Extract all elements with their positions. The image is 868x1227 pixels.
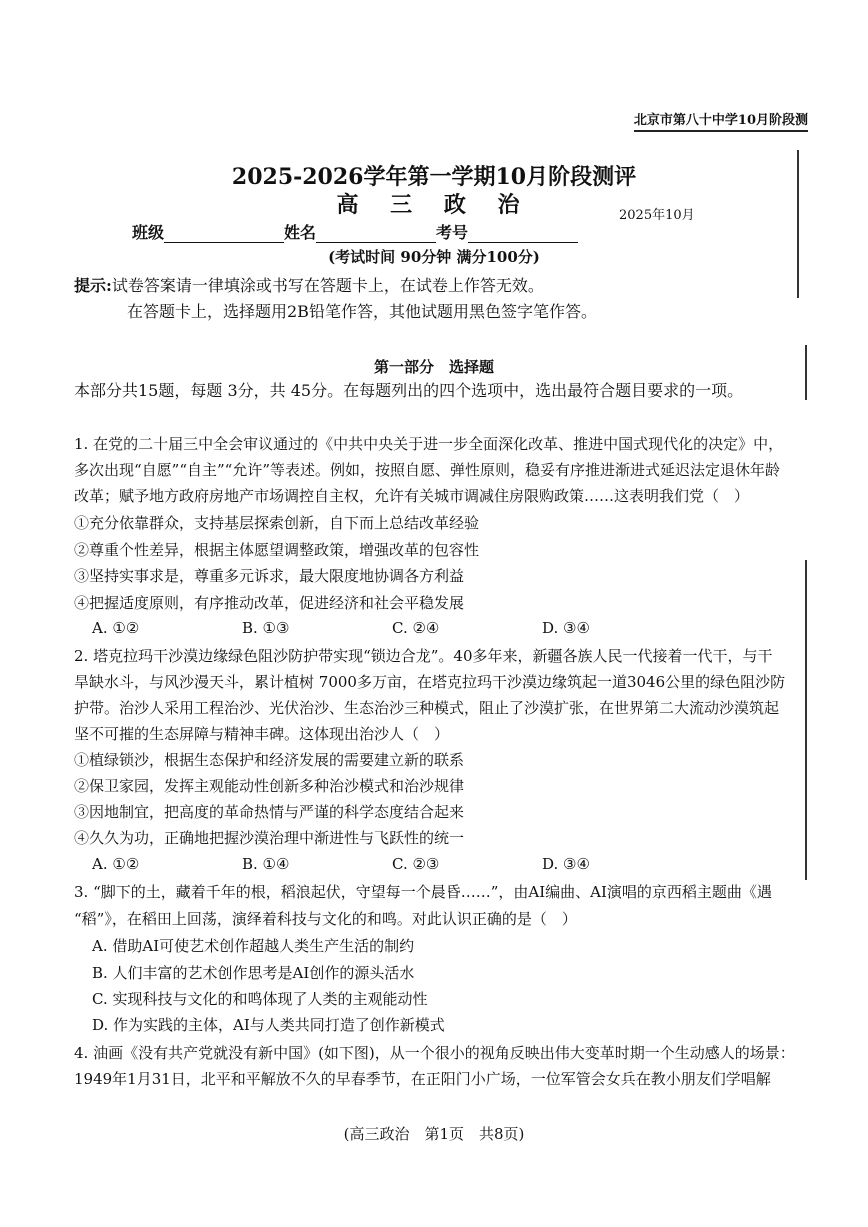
q1-option-b: B. ①③ <box>242 619 290 637</box>
tip-line-1 <box>74 273 544 296</box>
q1-statement-1: ①充分依靠群众，支持基层探索创新，自下而上总结改革经验 <box>74 514 480 532</box>
subject-title: 高 三 政 治 <box>336 192 532 218</box>
tip-label: 提示: <box>74 276 112 295</box>
scan-edge-bar-low <box>805 560 807 880</box>
q2-option-a: A. ①② <box>92 855 140 873</box>
q2-option-d: D. ③④ <box>542 855 590 873</box>
q2-statement-3: ③因地制宜，把高度的革命热情与严谨的科学态度结合起来 <box>74 803 465 821</box>
q3-choice-d: D. 作为实践的主体，AI与人类共同打造了创作新模式 <box>92 1016 445 1034</box>
q3-line-2: “稻”》，在稻田上回荡，演绎着科技与文化的和鸣。对此认识正确的是（ ） <box>74 910 577 928</box>
q3-choice-a: A. 借助AI可使艺术创作超越人类生产生活的制约 <box>92 937 415 955</box>
q1-line-3: 改革；赋予地方政府房地产市场调控自主权，允许有关城市调减住房限购政策……这表明我们党（ ） <box>74 487 750 505</box>
q1-option-d: D. ③④ <box>542 619 590 637</box>
q4-line-1: 4. 油画《没有共产党就没有新中国》(如下图)，从一个很小的视角反映出伟大变革时期一个生动感人的场景： <box>74 1044 795 1062</box>
id-label: 考号 <box>436 223 469 242</box>
q2-line-3: 护带。治沙人采用工程治沙、光伏治沙、生态治沙三种模式，阻止了沙漠扩张，在世界第二大流动沙漠筑起 <box>74 699 780 717</box>
q2-statement-4: ④久久为功，正确地把握沙漠治理中渐进性与飞跃性的统一 <box>74 829 465 847</box>
student-info-fields <box>132 220 578 243</box>
section-title: 第一部分 选择题 <box>373 358 494 376</box>
id-field[interactable] <box>468 226 578 243</box>
q1-options <box>92 619 692 637</box>
q1-line-1: 1. 在党的二十届三中全会审议通过的《中共中央关于进一步全面深化改革、推进中国式现代化的决定》中， <box>74 435 784 453</box>
q4-line-2: 1949年1月31日，北平和平解放不久的早春季节，在正阳门小广场，一位军管会女兵在教小朋友们学唱解 <box>74 1070 771 1088</box>
q2-line-2: 旱缺水斗，与风沙漫天斗，累计植树 7000多万亩，在塔克拉玛干沙漠边缘筑起一道3046公里的绿色阻沙防 <box>74 673 786 691</box>
tip-text-1: 试卷答案请一律填涂或书写在答题卡上，在试卷上作答无效。 <box>111 276 544 295</box>
q3-line-1: 3. “脚下的土，藏着千年的根，稻浪起伏，守望每一个晨昏……”，由AI编曲、AI演唱的京西稻主题曲《遇 <box>74 883 772 901</box>
q1-statement-4: ④把握适度原则，有序推动改革，促进经济和社会平稳发展 <box>74 594 465 612</box>
q1-option-c: C. ②④ <box>392 619 440 637</box>
q1-statement-3: ③坚持实事求是，尊重多元诉求，最大限度地协调各方利益 <box>74 567 465 585</box>
q2-options <box>92 855 692 873</box>
q3-choice-c: C. 实现科技与文化的和鸣体现了人类的主观能动性 <box>92 990 428 1008</box>
page-footer: (高三政治 第1页 共8页) <box>343 1125 525 1143</box>
section-description: 本部分共15题，每题 3分，共 45分。在每题列出的四个选项中，选出最符合题目要求的一项。 <box>74 381 744 400</box>
name-label: 姓名 <box>284 223 317 242</box>
name-field[interactable] <box>316 226 436 243</box>
q2-line-1: 2. 塔克拉玛干沙漠边缘绿色阻沙防护带实现“锁边合龙”。40多年来，新疆各族人民一代接着一代干，与干 <box>74 647 773 665</box>
q2-option-c: C. ②③ <box>392 855 440 873</box>
class-label: 班级 <box>132 223 165 242</box>
exam-date: 2025年10月 <box>619 208 695 223</box>
exam-info: (考试时间 90分钟 满分100分) <box>328 248 540 266</box>
q3-choice-b: B. 人们丰富的艺术创作思考是AI创作的源头活水 <box>92 964 415 982</box>
q1-statement-2: ②尊重个性差异，根据主体愿望调整政策，增强改革的包容性 <box>74 541 480 559</box>
q1-line-2: 多次出现“自愿”“自主”“允许”等表述。例如，按照自愿、弹性原则，稳妥有序推进渐进式延迟法定退休年龄 <box>74 461 781 479</box>
tip-text-2: 在答题卡上，选择题用2B铅笔作答，其他试题用黑色签字笔作答。 <box>127 302 597 321</box>
q2-option-b: B. ①④ <box>242 855 290 873</box>
q2-line-4: 坚不可摧的生态屏障与精神丰碑。这体现出治沙人（ ） <box>74 725 450 743</box>
q2-statement-2: ②保卫家园，发挥主观能动性创新多种治沙模式和治沙规律 <box>74 777 465 795</box>
q2-statement-1: ①植绿锁沙，根据生态保护和经济发展的需要建立新的联系 <box>74 751 465 769</box>
page-title: 2025-2026学年第一学期10月阶段测评 <box>231 164 637 190</box>
class-field[interactable] <box>164 226 284 243</box>
header-stamp: 北京市第八十中学10月阶段测 <box>634 109 808 132</box>
q1-option-a: A. ①② <box>92 619 140 637</box>
